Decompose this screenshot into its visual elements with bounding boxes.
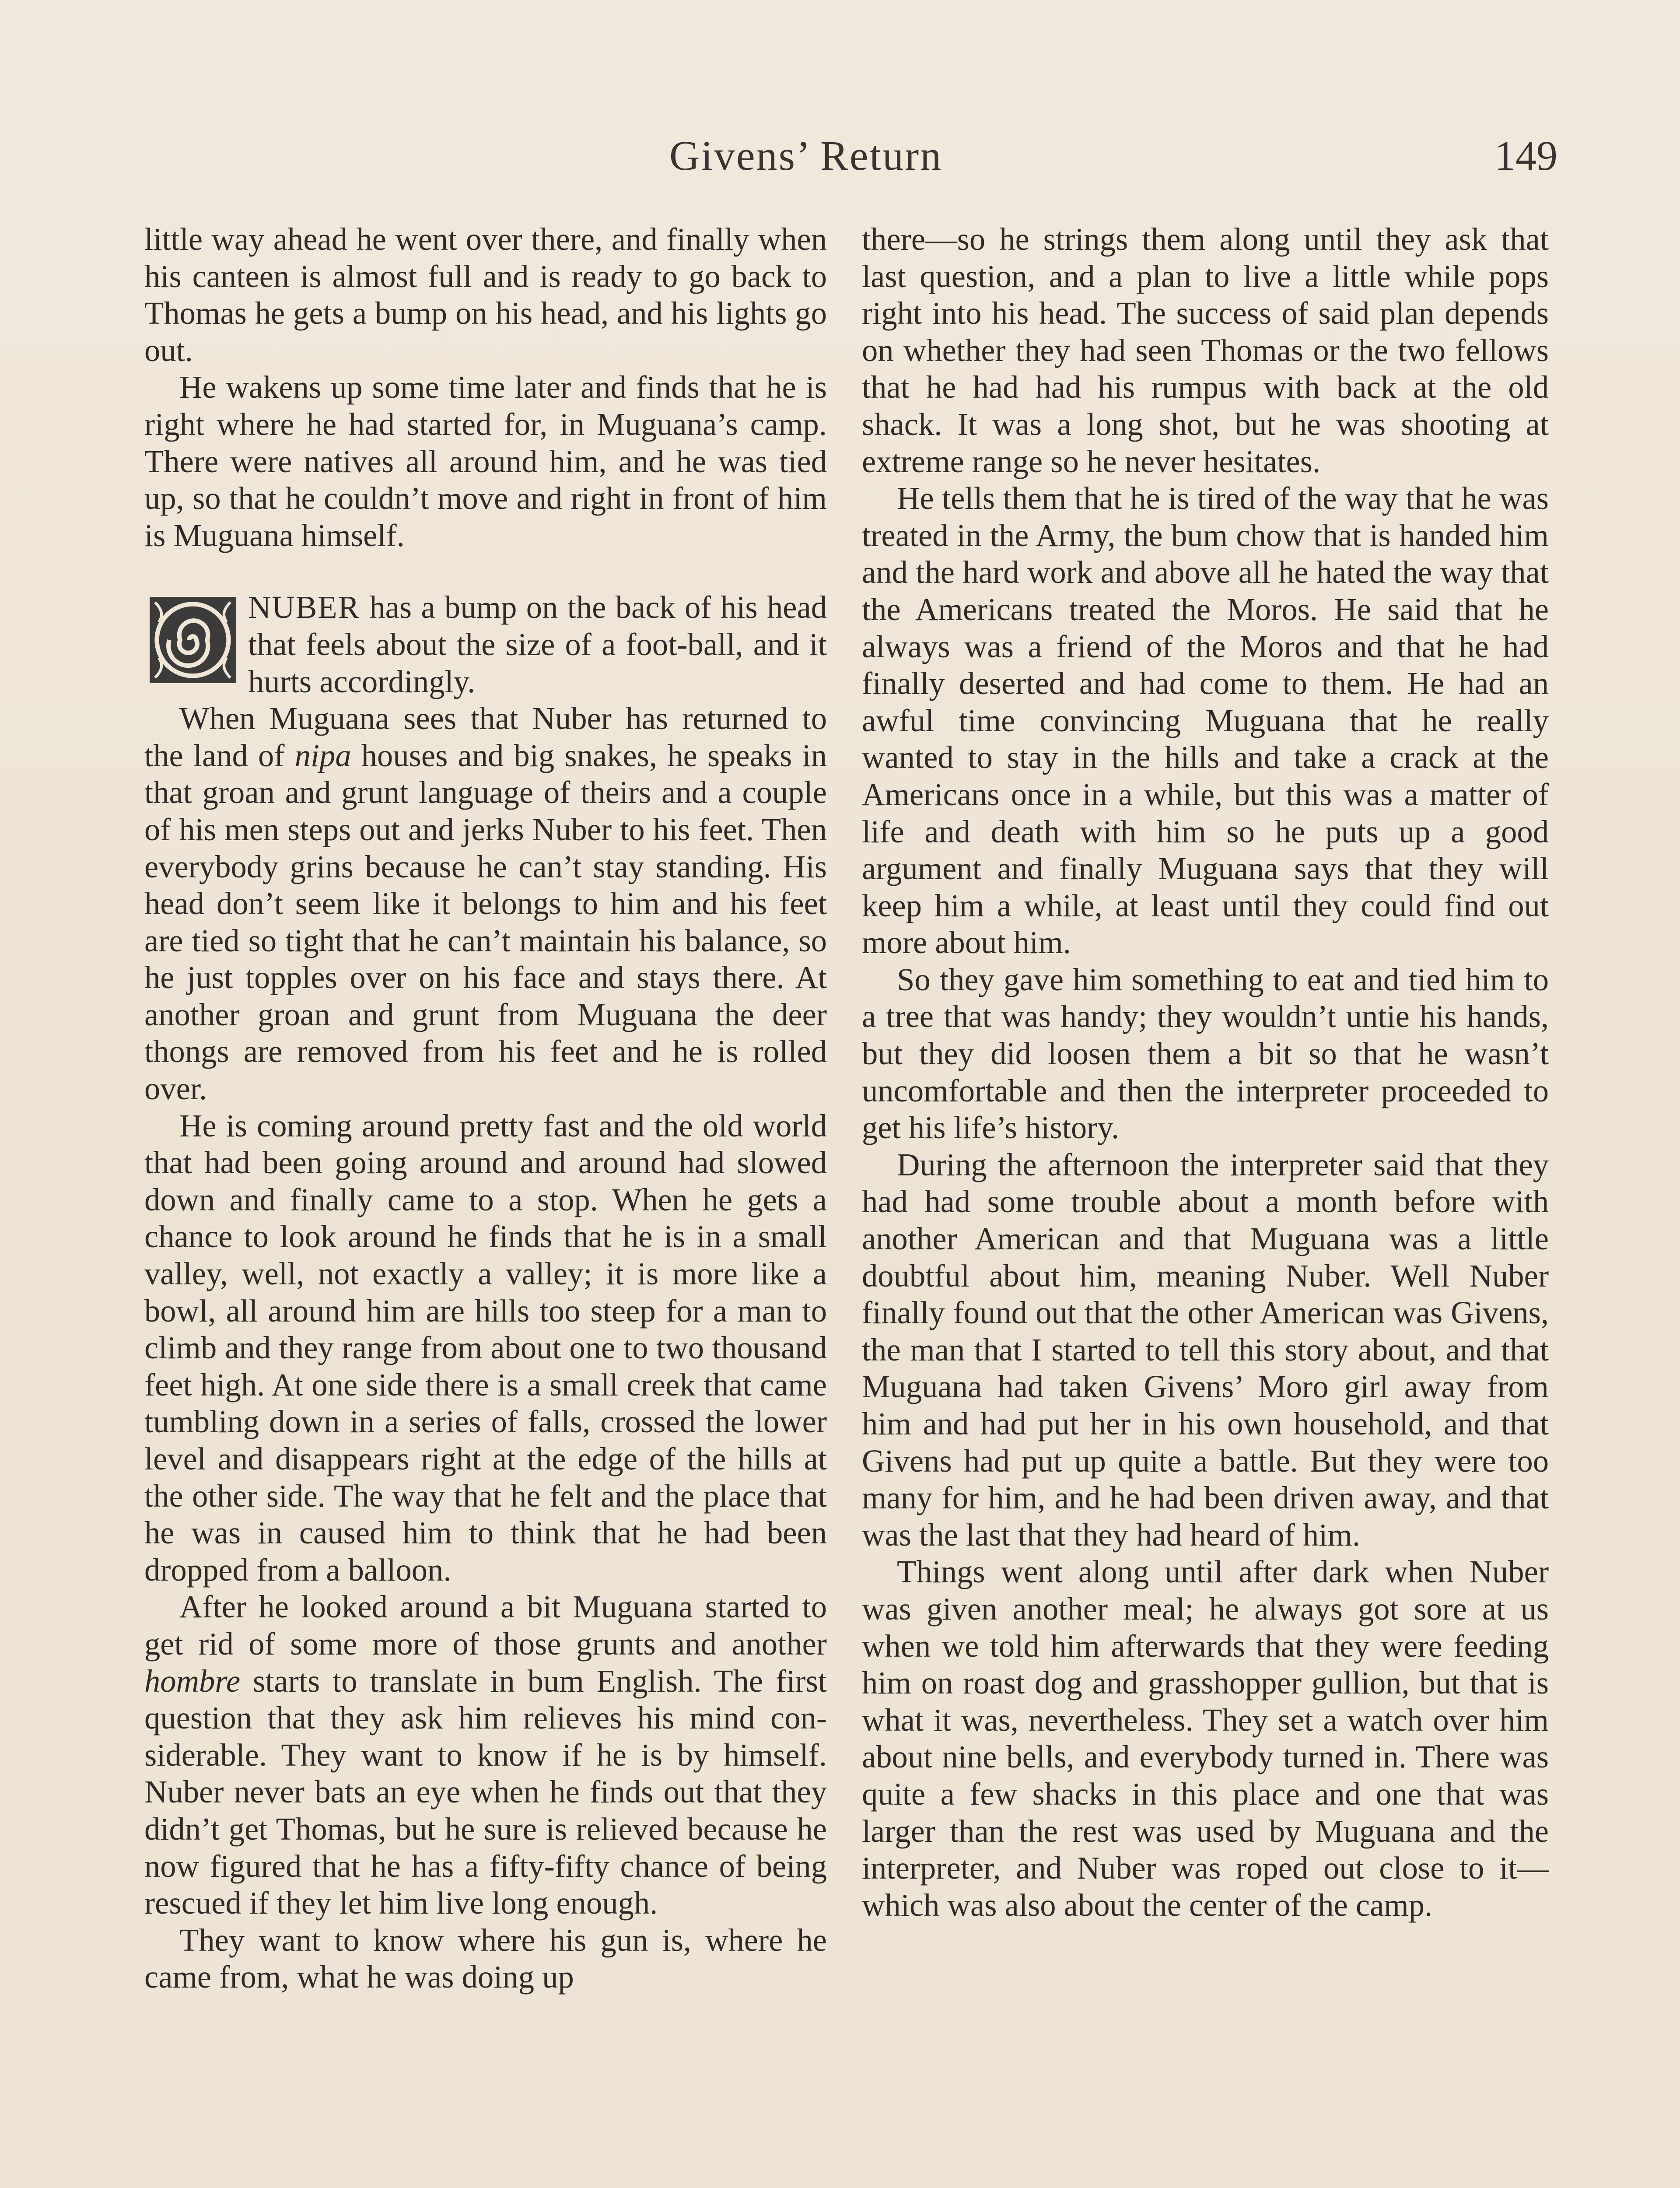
paragraph: During the afternoon the interpreter said that they had had some trouble about a month before with another American and that Muguana was a little doubtful about him, meaning Nuber. Well Nuber finally found out that the other American was Givens, the man that I started to tell this story about, and that Muguana had taken Givens’ Moro girl away from him and had put her in his own household, and that Givens had put up quite a battle. But they were too many for him, and he had been driven away, and that was the last that they had heard of him.	[862, 1147, 1549, 1553]
page-header	[0, 127, 1680, 197]
paragraph	[144, 700, 827, 1108]
paragraph: They want to know where his gun is, where he came from, what he was doing up	[144, 1922, 827, 1995]
italic-word: hombre	[144, 1663, 241, 1699]
drop-cap-word: NUBER	[248, 589, 360, 625]
text-run: After he looked around a bit Muguana started to get rid of some more of those grunts and another	[144, 1589, 827, 1662]
italic-word: nipa	[294, 737, 351, 773]
right-column	[862, 221, 1549, 1924]
swirl-ornament-icon	[148, 595, 238, 685]
left-column	[144, 221, 827, 1996]
paragraph: little way ahead he went over there, and finally when his canteen is almost full and is ready to go back to Thomas he gets a bump on his head, and his lights go out.	[144, 221, 827, 368]
text-run: houses and big snakes, he speaks in that groan and grunt language of theirs and a couple of his men steps out and jerks Nuber to his feet. Then everybody grins because he can’t stay standing. His head don’t seem like it belongs to him and his feet are tied so tight that he can’t maintain his balance, so he just topples over on his face and stays there. At another groan and grunt from Muguana the deer thongs are removed from his feet and he is rolled over.	[144, 737, 827, 1107]
paragraph	[144, 1588, 827, 1922]
section-break	[144, 554, 827, 589]
running-title: Givens’ Return	[669, 132, 943, 179]
paragraph: So they gave him something to eat and tied him to a tree that was handy; they wouldn’t untie his hands, but they did loosen them a bit so that he wasn’t uncomfortable and then the interpreter proceeded to get his life’s history.	[862, 961, 1549, 1146]
paragraph: there—so he strings them along until they ask that last question, and a plan to live a little while pops right into his head. The success of said plan depends on whether they had seen Thomas or the two fellows that he had had his rumpus with back at the old shack. It was a long shot, but he was shooting at extreme range so he never hesitates.	[862, 221, 1549, 479]
paragraph-with-drop-cap	[144, 589, 827, 700]
paragraph: He wakens up some time later and finds that he is right where he had started for, in Muguana’s camp. There were natives all around him, and he was tied up, so that he couldn’t move and right in front of him is Muguana himself.	[144, 369, 827, 553]
paragraph: He tells them that he is tired of the way that he was treated in the Army, the bum chow that is handed him and the hard work and above all he hated the way that the Americans treated the Moros. He said that he always was a friend of the Moros and that he had finally deserted and had come to them. He had an awful time convincing Muguana that he really wanted to stay in the hills and take a crack at the Americans once in a while, but this was a matter of life and death with him so he puts up a good argument and finally Muguana says that they will keep him a while, at least until they could find out more about him.	[862, 480, 1549, 961]
page-number: 149	[1494, 132, 1558, 179]
paragraph-text: has a bump on the back of his head that feels about the size of a foot-ball, and it hurts accordingly.	[248, 589, 827, 699]
text-run: starts to translate in bum English. The first question that they ask him relieves his mind considerable. They want to know if he is by himself. Nuber never bats an eye when he finds out that they didn’t get Thomas, but he sure is relieved because he now figured that he has a fifty-fifty chance of being rescued if they let him live long enough.	[144, 1663, 827, 1921]
paragraph: Things went along until after dark when Nuber was given another meal; he always got sore at us when we told him afterwards that they were feeding him on roast dog and grasshopper gullion, but that is what it was, nevertheless. They set a watch over him about nine bells, and everybody turned in. There was quite a few shacks in this place and one that was larger than the rest was used by Muguana and the interpreter, and Nuber was roped out close to it—which was also about the center of the camp.	[862, 1554, 1549, 1923]
paragraph: He is coming around pretty fast and the old world that had been going around and around had slowed down and finally came to a stop. When he gets a chance to look around he finds that he is in a small valley, well, not exactly a valley; it is more like a bowl, all around him are hills too steep for a man to climb and they range from about one to two thousand feet high. At one side there is a small creek that came tumbling down in a series of falls, crossed the lower level and disappears right at the edge of the hills at the other side. The way that he felt and the place that he was in caused him to think that he had been dropped from a balloon.	[144, 1108, 827, 1588]
text-run: When Muguana sees that Nuber has returned to the land of	[144, 701, 827, 773]
